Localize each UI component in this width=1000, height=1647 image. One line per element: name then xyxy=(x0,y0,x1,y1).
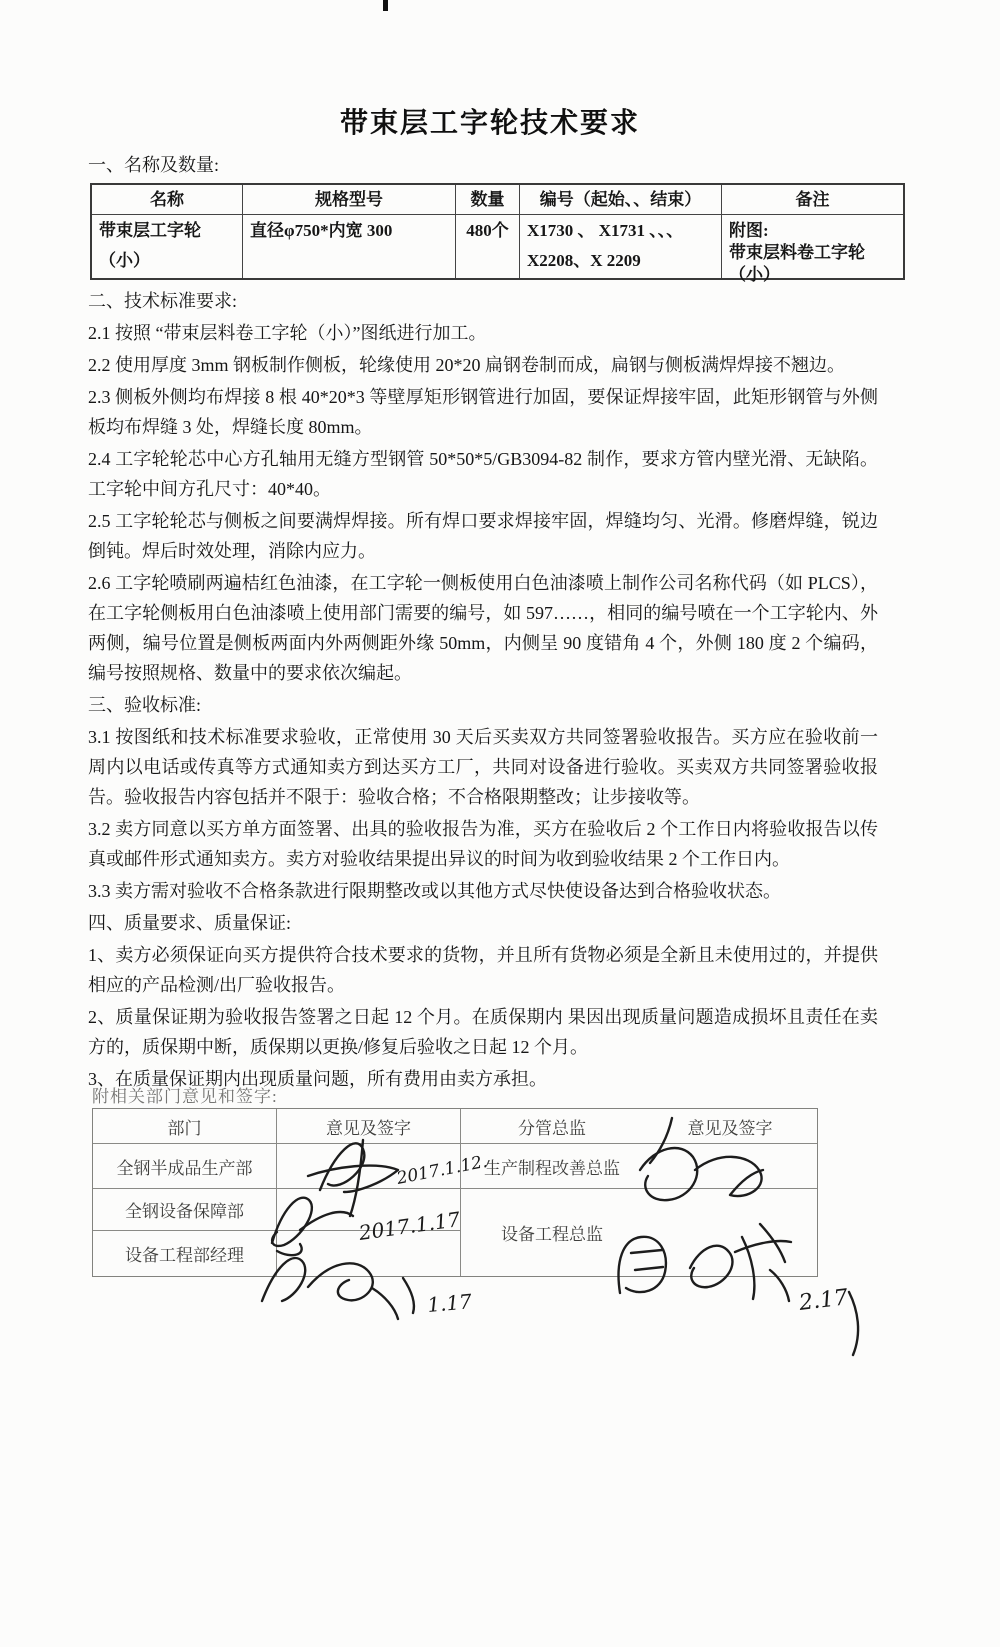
signature-date: 2017.1.17 xyxy=(357,1207,462,1245)
sig-row-department: 全钢设备保障部 xyxy=(93,1189,277,1231)
para-2-4: 2.4 工字轮轮芯中心方孔轴用无缝方型钢管 50*50*5/GB3094-82 制作，要求方管内壁光滑、无缺陷。工字轮中间方孔尺寸：40*40。 xyxy=(88,449,878,499)
col-header-spec: 规格型号 xyxy=(243,185,456,215)
col-header-qty: 数量 xyxy=(456,185,520,215)
section-2-heading: 二、技术标准要求: xyxy=(88,291,238,311)
cell-codes-line2: X2208、X 2209 xyxy=(527,251,641,270)
signature-note: 附相关部门意见和签字: xyxy=(92,1087,278,1106)
sig-row-department: 全钢半成品生产部 xyxy=(93,1144,277,1189)
cell-name xyxy=(92,215,243,278)
col-header-codes: 编号（起始、、结束） xyxy=(520,185,722,215)
sig-header-department: 部门 xyxy=(93,1109,277,1144)
para-2-1: 2.1 按照 “带束层料卷工字轮（小）”图纸进行加工。 xyxy=(88,323,487,343)
para-2-6: 2.6 工字轮喷刷两遍桔红色油漆，在工字轮一侧板使用白色油漆喷上制作公司名称代码（如 PLCS），在工字轮侧板用白色油漆喷上使用部门需要的编号，如 597……，相同的编号喷在一个工字轮内、外两侧，编号位置是侧板两面内外两侧距外缘 50mm，内侧呈 90 度错角 4 个，外侧 180 度 2 个编码，编号按照规格、数量中的要求依次编起。 xyxy=(88,573,878,683)
para-4-3: 3、在质量保证期内出现质量问题，所有费用由卖方承担。 xyxy=(88,1069,547,1089)
section-3-heading: 三、验收标准: xyxy=(88,695,202,715)
signature-table xyxy=(92,1108,818,1277)
cell-codes xyxy=(520,215,722,278)
col-header-remark: 备注 xyxy=(722,185,903,215)
signature-area xyxy=(643,1189,817,1276)
cell-name-line1: 带束层工字轮 xyxy=(99,221,201,240)
sig-header-opinion-1: 意见及签字 xyxy=(277,1109,461,1144)
sig-header-director: 分管总监 xyxy=(461,1109,643,1144)
para-4-2: 2、质量保证期为验收报告签署之日起 12 个月。在质保期内 果因出现质量问题造成损坏且责任在卖方的，质保期中断，质保期以更换/修复后验收之日起 12 个月。 xyxy=(88,1007,878,1057)
para-2-5: 2.5 工字轮轮芯与侧板之间要满焊焊接。所有焊口要求焊接牢固，焊缝均匀、光滑。修磨焊缝，锐边倒钝。焊后时效处理，消除内应力。 xyxy=(88,511,878,561)
cell-remark-line1: 附图: xyxy=(729,221,769,240)
para-3-2: 3.2 卖方同意以买方单方面签署、出具的验收报告为准，买方在验收后 2 个工作日内将验收报告以传真或邮件形式通知卖方。卖方对验收结果提出异议的时间为收到验收结果 2 个工作日内。 xyxy=(88,819,878,869)
signature-area xyxy=(643,1144,817,1189)
signature-date: 1.17 xyxy=(426,1289,473,1317)
sig-row-director: 设备工程总监 xyxy=(501,1225,603,1244)
cell-codes-line1: X1730 、 X1731 、、、 xyxy=(527,221,684,240)
cell-remark xyxy=(722,215,903,284)
para-4-1: 1、卖方必须保证向买方提供符合技术要求的货物，并且所有货物必须是全新且未使用过的，并提供相应的产品检测/出厂验收报告。 xyxy=(88,945,878,995)
signature-date: 2017.1.12. xyxy=(395,1151,490,1189)
signature-area xyxy=(277,1231,461,1276)
sig-header-opinion-2: 意见及签字 xyxy=(643,1109,817,1144)
para-2-3: 2.3 侧板外侧均布焊接 8 根 40*20*3 等壁厚矩形钢管进行加固，要保证焊接牢固，此矩形钢管与外侧板均布焊缝 3 处，焊缝长度 80mm。 xyxy=(88,387,878,437)
para-3-3: 3.3 卖方需对验收不合格条款进行限期整改或以其他方式尽快使设备达到合格验收状态。 xyxy=(88,881,781,901)
signature-area xyxy=(277,1189,461,1231)
quantity-table xyxy=(90,183,905,284)
scan-artifact-mark xyxy=(383,0,388,11)
sig-row-director: 生产制程改善总监 xyxy=(461,1144,643,1189)
sig-row-department: 设备工程部经理 xyxy=(93,1231,277,1276)
cell-remark-line2: 带束层料卷工字轮（小） xyxy=(729,243,865,284)
section-1-heading: 一、名称及数量: xyxy=(88,155,220,175)
para-3-1: 3.1 按图纸和技术标准要求验收，正常使用 30 天后买卖双方共同签署验收报告。买方应在验收前一周内以电话或传真等方式通知卖方到达买方工厂，共同对设备进行验收。买卖双方共同签署验收报告。验收报告内容包括并不限于：验收合格；不合格限期整改；让步接收等。 xyxy=(88,727,878,807)
cell-qty: 480个 xyxy=(456,215,520,278)
document-title: 带束层工字轮技术要求 xyxy=(339,108,640,139)
cell-name-line2: （小） xyxy=(99,251,150,270)
col-header-name: 名称 xyxy=(92,185,243,215)
document-body xyxy=(88,150,878,1096)
signature-area xyxy=(277,1144,461,1189)
para-2-2: 2.2 使用厚度 3mm 钢板制作侧板，轮缘使用 20*20 扁钢卷制而成，扁钢与侧板满焊焊接不翘边。 xyxy=(88,355,845,375)
section-4-heading: 四、质量要求、质量保证: xyxy=(88,913,291,933)
signature-date: 2.17 xyxy=(797,1285,850,1316)
cell-spec: 直径φ750*内宽 300 xyxy=(243,215,456,278)
